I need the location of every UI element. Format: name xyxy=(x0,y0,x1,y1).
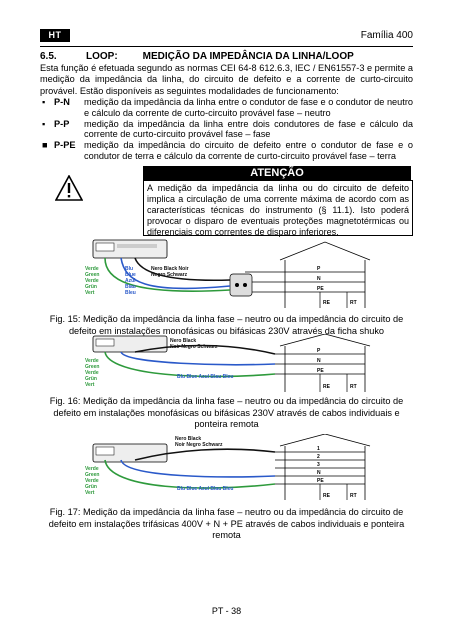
label-re: RE xyxy=(323,300,330,306)
label-n: N xyxy=(317,470,321,476)
svg-text:Verde: Verde xyxy=(85,370,99,376)
label-pe: PE xyxy=(317,368,324,374)
instrument xyxy=(93,336,167,352)
green-labels xyxy=(85,358,99,388)
svg-text:Negro Schwarz: Negro Schwarz xyxy=(151,272,188,278)
label-l1: 1 xyxy=(317,446,320,452)
svg-text:Verde: Verde xyxy=(85,266,99,272)
svg-text:Verde: Verde xyxy=(85,466,99,472)
shuko-plug xyxy=(230,274,252,296)
intro-paragraph: Esta função é efetuada segundo as normas CEI 64-8 612.6.3, IEC / EN61557-3 e permite a medição da impedância da linha, do circuito de defeito e a corrente de curto-circuito provável. Estão disponíveis as seguintes modalidades de funcionamento: xyxy=(40,63,413,96)
label-n: N xyxy=(317,358,321,364)
svg-text:Nero Black Noir: Nero Black Noir xyxy=(151,266,189,272)
svg-text:Blue: Blue xyxy=(125,272,136,278)
instrument xyxy=(93,444,167,462)
page-header xyxy=(40,28,413,47)
label-n: N xyxy=(317,276,321,282)
figure-15-diagram xyxy=(85,238,375,312)
blue-label-line: Blu Blue Azul Blau Bleu xyxy=(177,486,234,492)
section-name: LOOP: MEDIÇÃO DA IMPEDÂNCIA DA LINHA/LOOP xyxy=(86,51,354,62)
modes-list xyxy=(40,97,413,162)
bullet: ■ xyxy=(42,140,48,151)
mode-text: medição da impedância da linha entre o condutor de fase e o condutor de neutro e cálculo da corrente de curto-circuito provável fase – neutro xyxy=(84,97,413,118)
svg-text:Nero Black: Nero Black xyxy=(170,338,197,344)
svg-text:Azul: Azul xyxy=(125,278,136,284)
svg-text:Verde: Verde xyxy=(85,478,99,484)
mode-text: medição da impedância da linha entre dois condutores de fase e cálculo da corrente de curto-circuito provável fase – fase xyxy=(84,118,413,140)
attention-title: ATENÇÃO xyxy=(143,166,411,180)
figure-17-caption: Fig. 17: Medição da impedância da linha fase – neutro ou da impedância do circuito de defeito em instalações trifásicas 400V + N + PE através de cabos individuais e ponteira remota xyxy=(48,507,405,540)
mode-item-pp xyxy=(40,119,413,141)
mode-code: P-N xyxy=(54,97,70,107)
warning-icon xyxy=(55,175,83,201)
mode-text: medição da impedância do circuito de defeito entre o condutor de fase e o condutor de terra e cálculo da corrente de curto-circuito provável fase – terra xyxy=(84,140,413,161)
bullet: ▪ xyxy=(42,118,46,129)
wall-outline xyxy=(280,242,370,308)
label-p: P xyxy=(317,266,321,272)
mode-code: P-PE xyxy=(54,140,76,151)
svg-text:Grün: Grün xyxy=(85,376,97,382)
label-rt: RT xyxy=(350,300,357,306)
label-l3: 3 xyxy=(317,462,320,468)
label-re: RE xyxy=(323,493,330,499)
svg-text:Vert: Vert xyxy=(85,290,95,296)
black-labels xyxy=(175,436,223,448)
label-rt: RT xyxy=(350,493,357,499)
svg-text:Blau: Blau xyxy=(125,284,136,290)
blue-cable xyxy=(121,352,275,365)
green-cable xyxy=(105,460,275,488)
figure-16-caption: Fig. 16: Medição da impedância da linha fase – neutro ou da impedância do circuito de defeito em instalações monofásicas ou bifásicas 230V através de cabos individuais e ponteira remota xyxy=(49,396,404,429)
label-pe: PE xyxy=(317,478,324,484)
figure-15-caption: Fig. 15: Medição da impedância da linha fase – neutro ou da impedância do circuito de defeito em instalações monofásicas ou bifásicas 230V através da ficha shuko xyxy=(49,314,404,336)
figure-16-diagram xyxy=(85,334,375,394)
instrument xyxy=(93,240,167,258)
blue-labels xyxy=(125,266,136,296)
wall-outline xyxy=(280,434,370,500)
attention-text: A medição da impedância da linha ou do circuito de defeito implica a circulação de uma corrente máxima de acordo com as características técnicas do instrumento (§ 11.1). Isto poderá provocar o disparo de eventuais proteções magnetotérmicas ou diferenciais com correntes de disparo inferiores. xyxy=(143,180,413,236)
section-title xyxy=(40,51,354,62)
svg-text:Vert: Vert xyxy=(85,490,95,496)
svg-text:Green: Green xyxy=(85,272,100,278)
green-labels xyxy=(85,466,99,496)
mode-item-pn xyxy=(40,97,413,119)
svg-text:Noir Negro Schwarz: Noir Negro Schwarz xyxy=(170,344,218,350)
mode-code: P-P xyxy=(54,118,70,129)
svg-text:Verde: Verde xyxy=(85,358,99,364)
svg-text:Vert: Vert xyxy=(85,382,95,388)
label-l2: 2 xyxy=(317,454,320,460)
svg-text:Green: Green xyxy=(85,472,100,478)
green-labels xyxy=(85,266,99,296)
label-pe: PE xyxy=(317,286,324,292)
black-labels xyxy=(151,266,189,278)
svg-text:Green: Green xyxy=(85,364,100,370)
mode-item-ppe xyxy=(40,140,413,162)
svg-text:Nero Black: Nero Black xyxy=(175,436,202,442)
figure-17-diagram xyxy=(85,434,375,502)
svg-text:Grün: Grün xyxy=(85,484,97,490)
blue-cable xyxy=(121,460,275,477)
label-rt: RT xyxy=(350,384,357,390)
ht-logo: HT xyxy=(40,29,70,42)
svg-text:Verde: Verde xyxy=(85,278,99,284)
svg-text:Blu: Blu xyxy=(125,266,134,272)
section-number: 6.5. xyxy=(40,51,57,62)
svg-text:Bleu: Bleu xyxy=(125,290,136,296)
svg-text:Noir Negro Schwarz: Noir Negro Schwarz xyxy=(175,442,223,448)
label-p: P xyxy=(317,348,321,354)
bullet: ▪ xyxy=(42,97,46,107)
family-label: Família 400 xyxy=(360,30,413,41)
label-re: RE xyxy=(323,384,330,390)
page-number: PT - 38 xyxy=(211,606,242,616)
black-labels xyxy=(170,338,218,350)
svg-text:Grün: Grün xyxy=(85,284,97,290)
blue-label-line: Blu Blue Azul Blau Bleu xyxy=(177,374,234,380)
